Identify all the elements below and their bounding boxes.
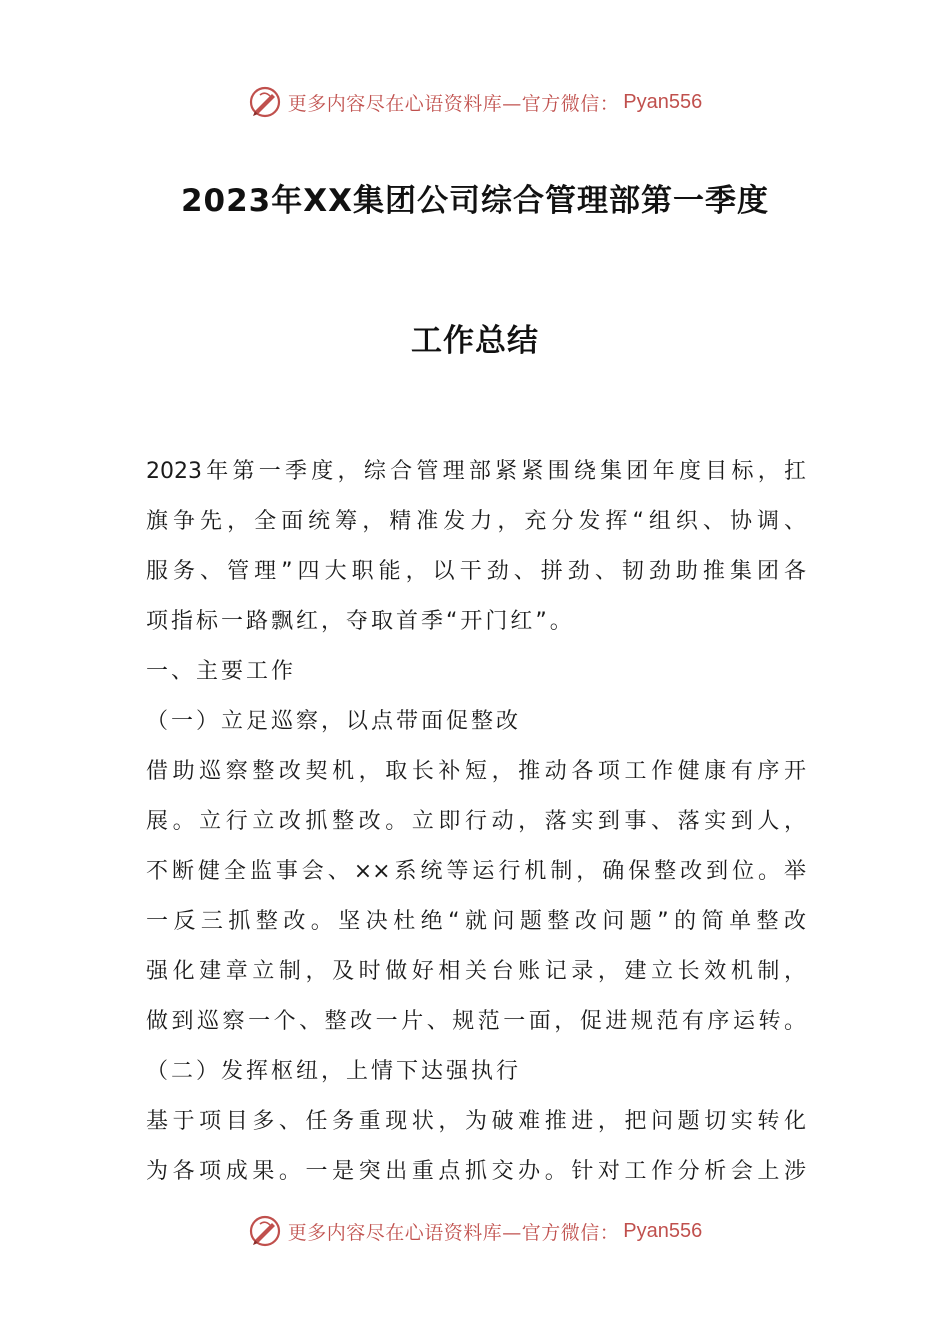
body-line: 为各项成果。一是突出重点抓交办。针对工作分析会上涉 — [146, 1159, 806, 1184]
section-heading: 一、主要工作 — [146, 659, 297, 684]
header-watermark-banner — [0, 82, 950, 122]
body-line: 项指标一路飘红，夺取首季“开门红”。 — [146, 609, 575, 634]
subsection-heading: （二）发挥枢纽，上情下达强执行 — [146, 1059, 522, 1084]
body-line: 强化建章立制，及时做好相关台账记录，建立长效机制， — [146, 959, 806, 984]
footer-watermark-banner — [0, 1211, 950, 1251]
document-title-line2: 工作总结 — [411, 323, 539, 359]
watermark-wechat-id: Pyan556 — [623, 1219, 703, 1242]
body-line: 旗争先，全面统筹，精准发力，充分发挥“组织、协调、 — [146, 509, 806, 534]
body-line: 借助巡察整改契机，取长补短，推动各项工作健康有序开 — [146, 759, 806, 784]
document-body — [146, 447, 806, 1197]
body-line: 基于项目多、任务重现状，为破难推进，把问题切实转化 — [146, 1109, 806, 1134]
subsection-heading: （一）立足巡察，以点带面促整改 — [146, 709, 522, 734]
body-line: 展。立行立改抓整改。立即行动，落实到事、落实到人， — [146, 809, 806, 834]
body-line: 2023年第一季度，综合管理部紧紧围绕集团年度目标，扛 — [146, 459, 806, 484]
body-line: 服务、管理”四大职能，以干劲、拼劲、韧劲助推集团各 — [146, 559, 806, 584]
pen-logo-icon — [248, 1214, 282, 1248]
watermark-text: 更多内容尽在心语资料库—官方微信： — [287, 1221, 620, 1244]
body-line: 做到巡察一个、整改一片、规范一面，促进规范有序运转。 — [146, 1009, 806, 1034]
watermark-text: 更多内容尽在心语资料库—官方微信： — [287, 92, 620, 115]
body-line: 一反三抓整改。坚决杜绝“就问题整改问题”的简单整改 — [146, 909, 806, 934]
body-line: 不断健全监事会、××系统等运行机制，确保整改到位。举 — [146, 859, 806, 884]
watermark-wechat-id: Pyan556 — [623, 90, 703, 113]
document-title-line1: 2023年XX集团公司综合管理部第一季度 — [180, 183, 770, 219]
pen-logo-icon — [248, 85, 282, 119]
